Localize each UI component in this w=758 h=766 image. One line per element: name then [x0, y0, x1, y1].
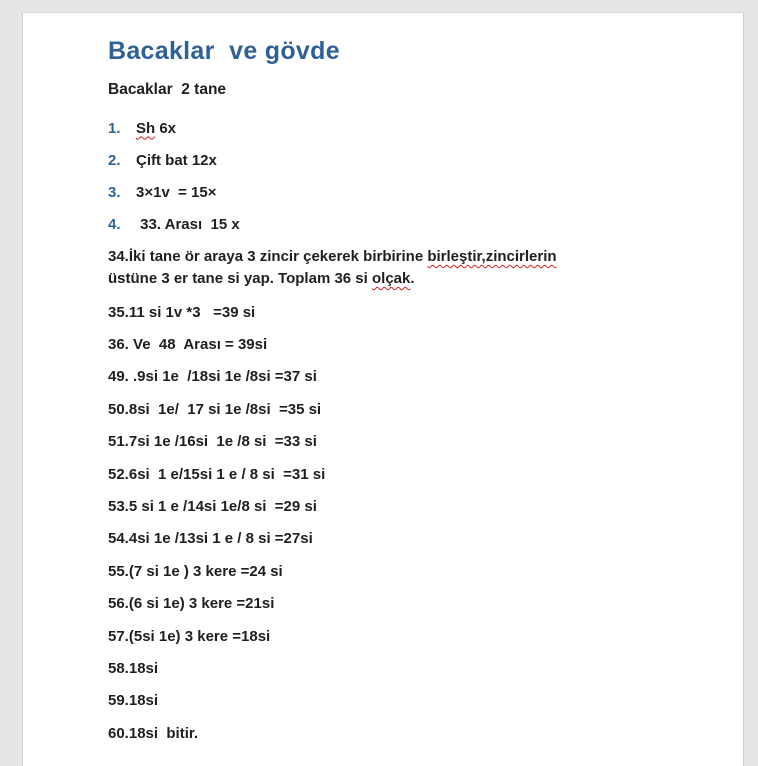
list-item [108, 208, 728, 240]
spellcheck-word: Sh [136, 119, 156, 137]
document-heading: Bacaklar ve gövde [108, 37, 340, 65]
list-text: 3×1v = 15× [136, 183, 217, 201]
document-subtitle: Bacaklar 2 tane [108, 81, 227, 98]
list-number: 2. [108, 151, 121, 169]
row-line: 51.7si 1e /16si 1e /8 si =33 si [108, 433, 317, 451]
list-number: 1. [108, 119, 121, 137]
page-content [108, 33, 728, 749]
row-line: 35.11 si 1v *3 =39 si [108, 303, 256, 321]
document-page [22, 12, 744, 766]
list-item [108, 176, 728, 208]
row-line: 59.18si [108, 692, 159, 710]
row-line: 58.18si [108, 659, 159, 677]
row-line: 52.6si 1 e/15si 1 e / 8 si =31 si [108, 465, 326, 483]
spellcheck-word: birleştir,zincirlerin [427, 248, 557, 265]
list-number: 3. [108, 183, 121, 201]
numbered-list [108, 112, 728, 240]
row-line: 56.(6 si 1e) 3 kere =21si [108, 595, 275, 613]
spellcheck-word: olçak [371, 270, 411, 287]
row-line: 49. .9si 1e /18si 1e /8si =37 si [108, 368, 317, 386]
row-line: 53.5 si 1 e /14si 1e/8 si =29 si [108, 498, 317, 516]
paragraph-line: üstüne 3 er tane si yap. Toplam 36 si olçak. [108, 270, 415, 287]
list-item [108, 144, 728, 176]
row-line: 36. Ve 48 Arası = 39si [108, 336, 268, 354]
row-line: 55.(7 si 1e ) 3 kere =24 si [108, 562, 283, 580]
list-text: Sh 6x [136, 119, 177, 137]
row-line: 50.8si 1e/ 17 si 1e /8si =35 si [108, 400, 322, 418]
instruction-paragraph [108, 246, 728, 290]
row-line: 54.4si 1e /13si 1 e / 8 si =27si [108, 530, 313, 548]
list-number: 4. [108, 215, 121, 233]
row-list [108, 296, 728, 749]
list-text: 33. Arası 15 x [136, 215, 240, 233]
row-line: 60.18si bitir. [108, 724, 199, 742]
list-text: Çift bat 12x [136, 151, 217, 169]
paragraph-line: 34.İki tane ör araya 3 zincir çekerek birbirine birleştir,zincirlerin [108, 248, 557, 265]
list-item [108, 112, 728, 144]
row-line: 57.(5si 1e) 3 kere =18si [108, 627, 271, 645]
